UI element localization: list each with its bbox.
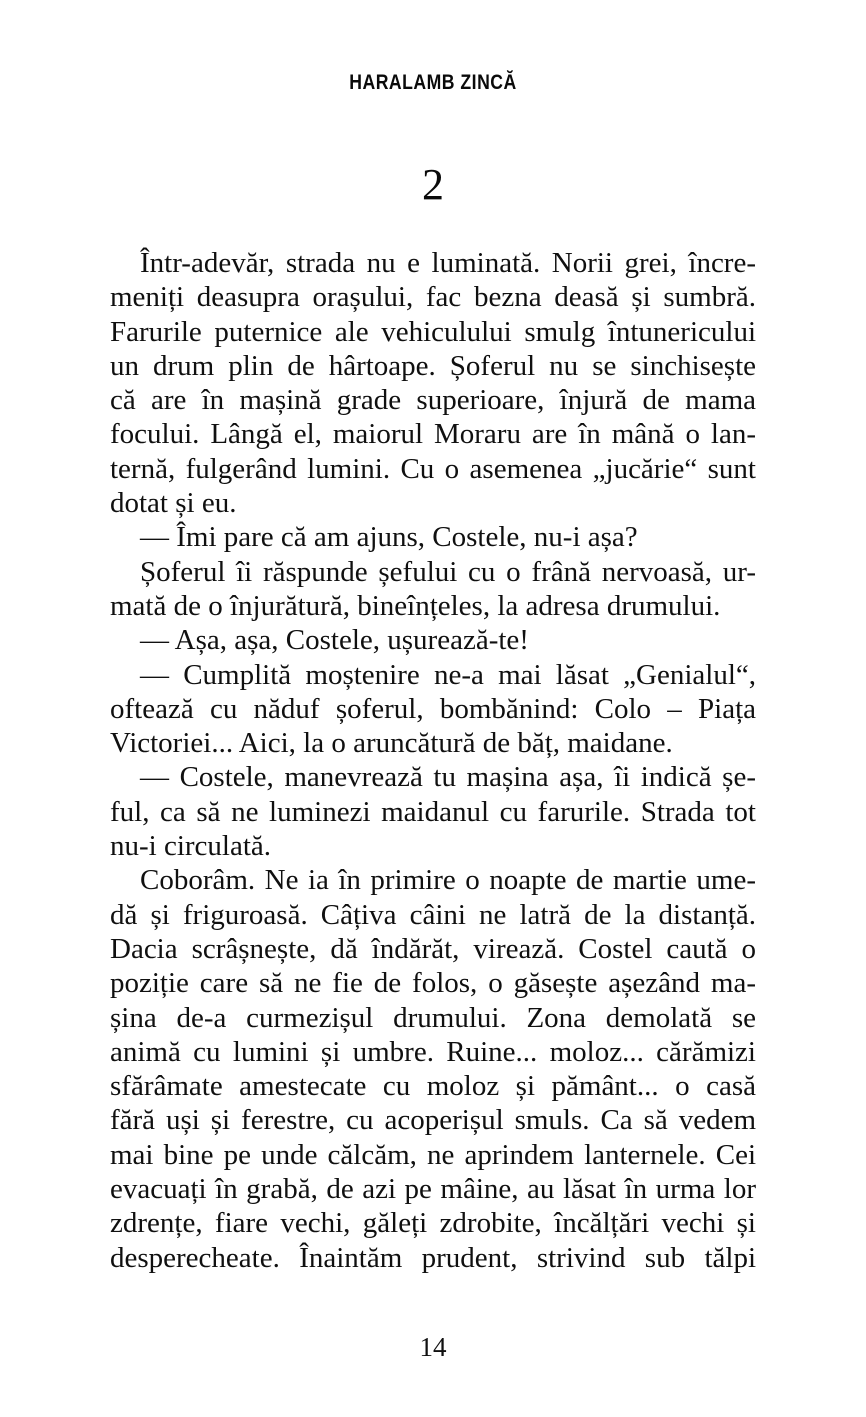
text-line: un drum plin de hârtoape. Șoferul nu se sinchisește	[110, 349, 756, 382]
text-line: Coborâm. Ne ia în primire o noapte de martie ume-	[140, 864, 756, 897]
paragraph	[110, 760, 756, 863]
text-line: dă și friguroasă. Câțiva câini ne latră de la distanță.	[110, 898, 756, 931]
text-line: Dacia scrâșnește, dă îndărăt, virează. Costel caută o	[110, 932, 756, 965]
text-line: nu-i circulată.	[110, 830, 272, 863]
text-line: focului. Lângă el, maiorul Moraru are în mână o lan-	[110, 418, 756, 451]
text-line: fără uși și ferestre, cu acoperișul smuls. Ca să vedem	[110, 1104, 756, 1137]
text-line: mai bine pe unde călcăm, ne aprindem lanternele. Cei	[110, 1138, 756, 1171]
paragraph	[110, 520, 756, 554]
text-line: — Așa, așa, Costele, ușurează-te!	[140, 624, 529, 657]
paragraph	[110, 863, 756, 1275]
text-line: ful, ca să ne luminezi maidanul cu farurile. Strada tot	[110, 795, 756, 828]
text-line: — Costele, manevrează tu mașina așa, îi indică șe-	[140, 761, 756, 794]
text-line: animă cu lumini și umbre. Ruine... moloz... cărămizi	[110, 1035, 756, 1068]
paragraph	[110, 555, 756, 624]
paragraph	[110, 658, 756, 761]
text-line: că are în mașină grade superioare, înjură de mama	[110, 384, 756, 417]
author-header: HARALAMB ZINCĂ	[349, 70, 517, 94]
text-line: dotat și eu.	[110, 487, 237, 520]
text-line: Farurile puternice ale vehiculului smulg întunericului	[110, 315, 756, 348]
text-line: — Îmi pare că am ajuns, Costele, nu-i așa?	[140, 521, 638, 554]
text-line: Victoriei... Aici, la o aruncătură de băț, maidane.	[110, 727, 673, 760]
text-line: — Cumplită moștenire ne-a mai lăsat „Genialul“,	[140, 658, 756, 691]
paragraph	[110, 246, 756, 520]
chapter-number: 2	[422, 160, 444, 209]
body-text	[110, 246, 756, 1275]
text-line: meniți deasupra orașului, fac bezna deasă și sumbră.	[110, 281, 756, 314]
page-number: 14	[419, 1332, 447, 1362]
text-line: desperecheate. Înaintăm prudent, strivind sub tălpi	[110, 1241, 756, 1274]
text-line: ternă, fulgerând lumini. Cu o asemenea „jucărie“ sunt	[110, 452, 756, 485]
text-line: sfărâmate amestecate cu moloz și pământ... o casă	[110, 1070, 756, 1103]
text-line: mată de o înjurătură, bineînțeles, la adresa drumului.	[110, 589, 721, 622]
text-line: zdrențe, fiare vechi, găleți zdrobite, încălțări vechi și	[110, 1207, 756, 1240]
text-line: poziție care să ne fie de folos, o găsește așezând ma-	[110, 967, 756, 1000]
text-line: Într-adevăr, strada nu e luminată. Norii grei, încre-	[140, 247, 756, 279]
text-line: oftează cu năduf șoferul, bombănind: Colo – Piața	[110, 692, 756, 725]
text-line: Șoferul îi răspunde șefului cu o frână nervoasă, ur-	[140, 555, 756, 588]
text-line: evacuați în grabă, de azi pe mâine, au lăsat în urma lor	[110, 1173, 756, 1206]
paragraph	[110, 623, 756, 657]
text-line: șina de-a curmezișul drumului. Zona demolată se	[110, 1001, 756, 1034]
